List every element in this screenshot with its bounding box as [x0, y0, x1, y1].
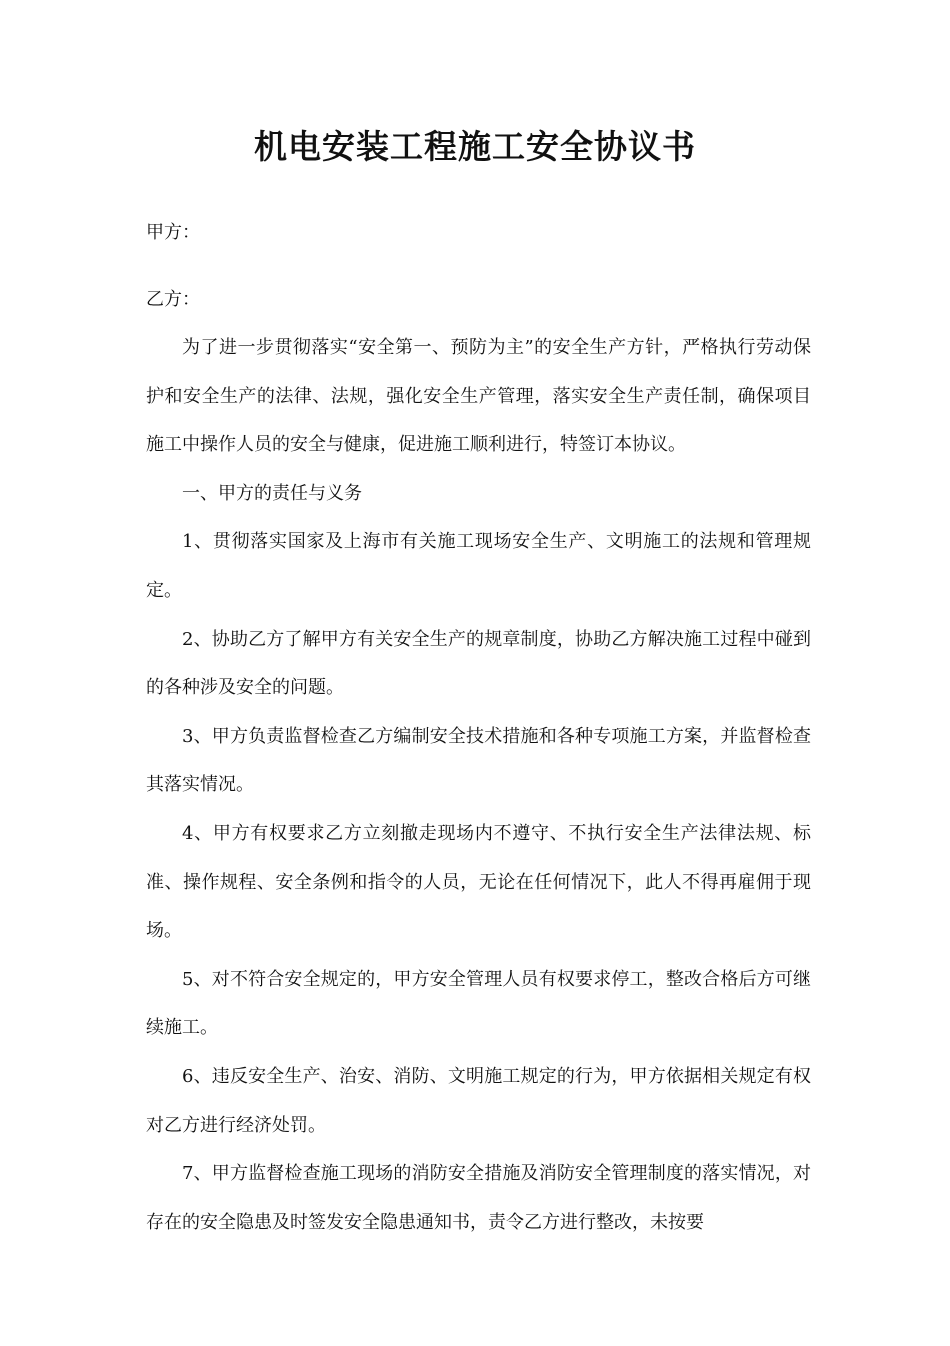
clause-paragraph: 1、贯彻落实国家及上海市有关施工现场安全生产、文明施工的法规和管理规定。	[146, 531, 811, 601]
clause-paragraph: 7、甲方监督检查施工现场的消防安全措施及消防安全管理制度的落实情况，对存在的安全隐患及时签发安全隐患通知书，责令乙方进行整改，未按要	[146, 1163, 811, 1233]
section-heading: 一、甲方的责任与义务	[182, 482, 362, 504]
party-b-label: 乙方：	[146, 289, 200, 310]
clause-paragraph: 2、协助乙方了解甲方有关安全生产的规章制度，协助乙方解决施工过程中碰到的各种涉及安全的问题。	[146, 628, 811, 699]
clause-paragraph: 4、甲方有权要求乙方立刻撤走现场内不遵守、不执行安全生产法律法规、标准、操作规程、安全条例和指令的人员，无论在任何情况下，此人不得再雇佣于现场。	[146, 822, 811, 942]
document-body	[146, 324, 811, 1247]
clause-paragraph: 6、违反安全生产、治安、消防、文明施工规定的行为，甲方依据相关规定有权对乙方进行经济处罚。	[146, 1065, 811, 1136]
intro-paragraph: 为了进一步贯彻落实“安全第一、预防为主”的安全生产方针，严格执行劳动保护和安全生产的法律、法规，强化安全生产管理，落实安全生产责任制，确保项目施工中操作人员的安全与健康，促进施工顺利进行，特签订本协议。	[146, 337, 811, 456]
party-a-label: 甲方：	[146, 222, 200, 243]
clause-paragraph: 3、甲方负责监督检查乙方编制安全技术措施和各种专项施工方案，并监督检查其落实情况。	[146, 725, 811, 796]
clause-paragraph: 5、对不符合安全规定的，甲方安全管理人员有权要求停工，整改合格后方可继续施工。	[146, 968, 811, 1039]
document-title: 机电安装工程施工安全协议书	[254, 127, 696, 166]
